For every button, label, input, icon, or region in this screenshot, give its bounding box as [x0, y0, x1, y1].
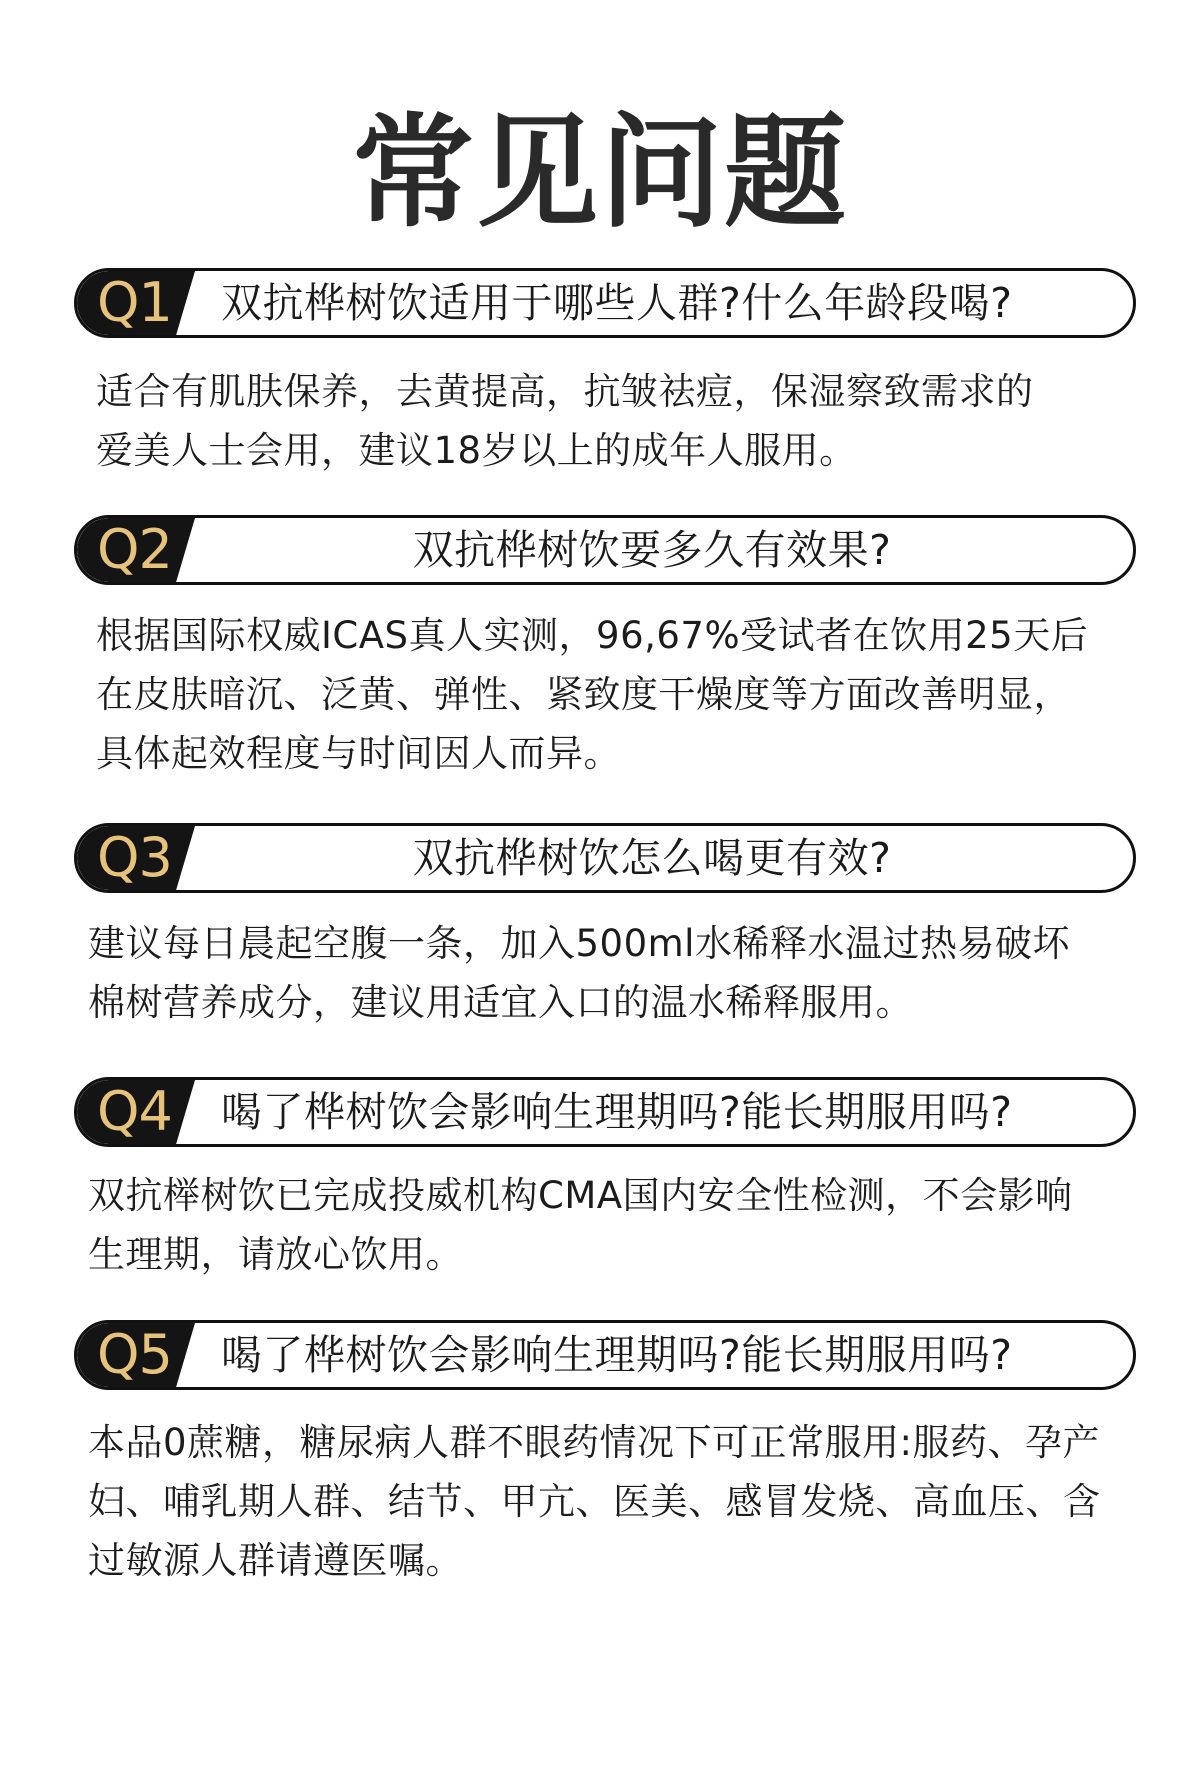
answer-2: [96, 606, 1088, 783]
answer-4: [88, 1166, 1073, 1284]
answer-line: 具体起效程度与时间因人而异。: [96, 732, 621, 775]
answer-3: [88, 914, 1070, 1032]
answer-line: 生理期，请放心饮用。: [88, 1233, 463, 1276]
question-bar: [74, 268, 1136, 338]
question-bar: [74, 823, 1136, 893]
page-title: 常见问题: [352, 102, 848, 244]
answer-line: 建议每日晨起空腹一条，加入500ml水稀释水温过热易破坏: [88, 922, 1070, 965]
question-text: 双抗桦树饮要多久有效果?: [412, 526, 892, 574]
answer-line: 本品0蔗糖，糖尿病人群不眼药情况下可正常服用:服药、孕产: [88, 1421, 1101, 1464]
question-text: 双抗桦树饮怎么喝更有效?: [412, 834, 892, 882]
answer-5: [88, 1413, 1101, 1590]
answer-1: [96, 362, 1034, 480]
answer-line: 棉树营养成分，建议用适宜入口的温水稀释服用。: [88, 981, 913, 1024]
answer-line: 过敏源人群请遵医嘱。: [88, 1539, 463, 1582]
question-text: 喝了桦树饮会影响生理期吗?能长期服用吗?: [221, 1331, 1013, 1379]
answer-line: 双抗榉树饮已完成投威机构CMA国内安全性检测，不会影响: [88, 1174, 1073, 1217]
question-number: Q2: [97, 518, 172, 581]
question-bar: [74, 515, 1136, 585]
question-bar: [74, 1077, 1136, 1147]
answer-line: 根据国际权威ICAS真人实测，96,67%受试者在饮用25天后: [96, 614, 1089, 657]
answer-line: 爱美人士会用，建议18岁以上的成年人服用。: [96, 429, 857, 472]
answer-line: 适合有肌肤保养，去黄提高，抗皱祛痘，保湿察致需求的: [96, 370, 1034, 413]
question-number: Q5: [97, 1323, 172, 1386]
question-text: 双抗桦树饮适用于哪些人群?什么年龄段喝?: [221, 279, 1013, 327]
question-number: Q4: [97, 1080, 172, 1143]
question-text: 喝了桦树饮会影响生理期吗?能长期服用吗?: [221, 1088, 1013, 1136]
answer-line: 妇、哺乳期人群、结节、甲亢、医美、感冒发烧、高血压、含: [88, 1480, 1101, 1523]
answer-line: 在皮肤暗沉、泛黄、弹性、紧致度干燥度等方面改善明显，: [96, 673, 1071, 716]
question-number: Q3: [97, 826, 172, 889]
question-number: Q1: [97, 271, 172, 334]
question-bar: [74, 1320, 1136, 1390]
